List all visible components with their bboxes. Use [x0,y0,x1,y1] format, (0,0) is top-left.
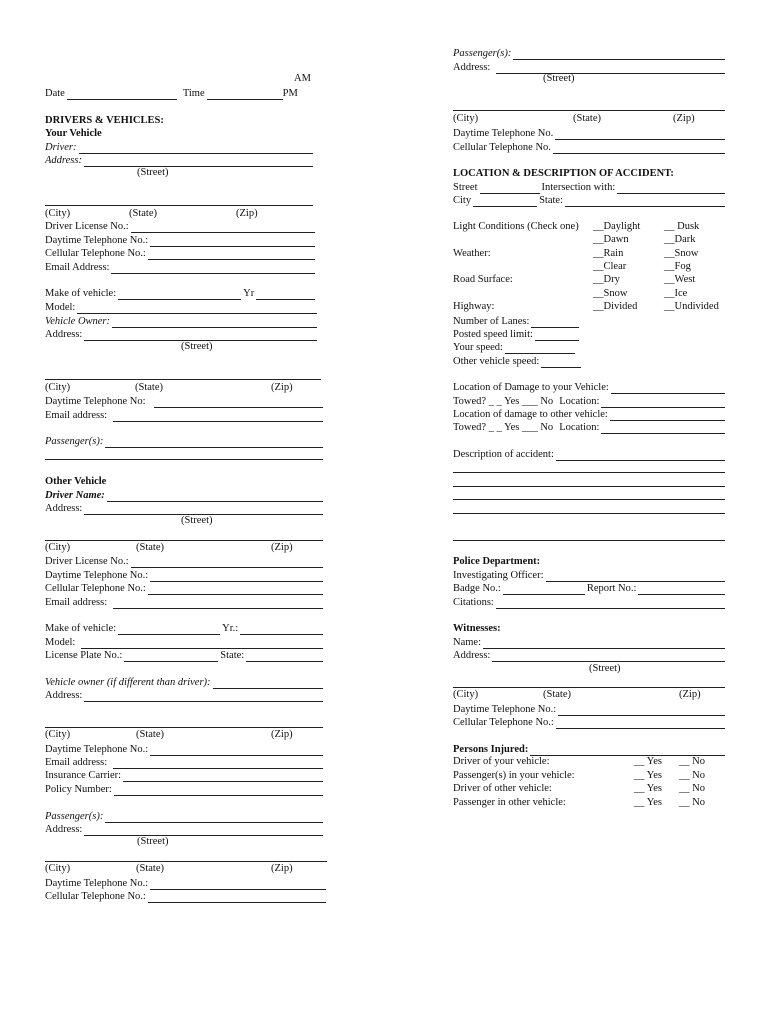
make3-label: Make of vehicle: [45,623,117,634]
injured-row-label: Driver of other vehicle: [453,783,552,794]
email2-field[interactable] [113,411,323,422]
r-passengers-field[interactable] [513,49,725,60]
address5-field[interactable] [84,825,323,836]
intersection-field[interactable] [617,183,725,194]
description-field[interactable] [556,450,725,461]
opt-divided[interactable]: __Divided [593,301,638,312]
email-field[interactable] [111,263,315,274]
cellular-tel5-label: Cellular Telephone No.: [45,891,146,902]
address2-field[interactable] [84,330,317,341]
opt-rain[interactable]: __Rain [593,248,624,259]
description-line-2[interactable] [453,472,725,473]
daytime-tel2-label: Daytime Telephone No: [45,396,146,407]
loc-state-label: State: [539,195,564,206]
location2-field[interactable] [601,423,725,434]
damage-other-label: Location of damage to other vehicle: [453,409,608,420]
witness-cellular-label: Cellular Telephone No.: [453,717,554,728]
address3-field[interactable] [84,504,323,515]
r-city-caption: (City) [453,113,479,124]
state3-caption: (State) [136,542,164,553]
address2-label: Address: [45,329,83,340]
damage-other-field[interactable] [610,410,725,421]
r-street-caption: (Street) [543,73,575,84]
cellular-tel3-field[interactable] [148,584,323,595]
witness-state-caption: (State) [543,689,571,700]
posted-speed-field[interactable] [535,330,579,341]
policy-label: Policy Number: [45,784,112,795]
injured-no-option[interactable]: __ No [679,769,705,781]
make3-field[interactable] [118,624,220,635]
address4-line-2[interactable] [45,727,323,728]
r-daytime-tel-label: Daytime Telephone No. [453,128,554,139]
opt-fog[interactable]: __Fog [664,261,691,272]
witness-name-label: Name: [453,637,481,648]
street-field[interactable] [480,183,540,194]
vehicle-owner-field[interactable] [112,317,317,328]
r-address-label: Address: [453,62,491,73]
address2-line-2[interactable] [45,379,321,380]
witness-name-field[interactable] [483,638,725,649]
vehicle-owner3-field[interactable] [213,678,323,689]
r-passengers-label: Passenger(s): [453,48,512,59]
r-address-line-2[interactable] [453,110,725,111]
city5-caption: (City) [45,863,71,874]
vehicle-owner3-label: Vehicle owner (if different than driver): [45,677,211,688]
left-column [45,0,325,1024]
opt-clear[interactable]: __Clear [593,261,627,272]
email4-label: Email address: [45,757,108,768]
insurance-field[interactable] [123,771,323,782]
description-label: Description of accident: [453,449,554,460]
witness-cellular-field[interactable] [556,718,725,729]
daytime-tel5-field[interactable] [150,879,326,890]
injured-yes-option[interactable]: __ Yes [634,783,663,794]
city-caption: (City) [45,208,71,219]
state2-caption: (State) [135,382,163,393]
license-field[interactable] [131,222,315,233]
location1-label: Location: [559,396,600,407]
citations-label: Citations: [453,597,494,608]
passengers2-label: Passenger(s): [45,811,104,822]
your-speed-label: Your speed: [453,342,503,353]
witness-address-line-2[interactable] [453,687,725,688]
witness-zip-caption: (Zip) [679,689,701,700]
email3-field[interactable] [113,598,323,609]
posted-speed-label: Posted speed limit: [453,329,533,340]
email4-field[interactable] [113,758,323,769]
license-plate-field[interactable] [124,651,218,662]
pm-label: PM [282,88,298,99]
address-line-2[interactable] [45,205,313,206]
model3-field[interactable] [81,638,323,649]
witness-address-field[interactable] [492,651,725,662]
damage-yours-label: Location of Damage to your Vehicle: [453,382,609,393]
injured-no-option[interactable]: __ No [679,796,705,808]
investigating-field[interactable] [546,571,726,582]
address3-line-2[interactable] [45,540,323,541]
injured-row-label: Driver of your vehicle: [453,756,550,767]
opt-dawn[interactable]: __Dawn [593,234,629,245]
street-label: Street [453,182,478,193]
passengers2-field[interactable] [105,812,323,823]
opt-undivided[interactable]: __Undivided [664,301,719,312]
opt-road-snow[interactable]: __Snow [593,288,628,299]
injured-yes-option[interactable]: __ Yes [634,769,663,781]
injured-no-option[interactable]: __ No [679,756,705,767]
location1-field[interactable] [601,397,725,408]
opt-snow[interactable]: __Snow [664,248,699,259]
report-field[interactable] [638,584,725,595]
insurance-label: Insurance Carrier: [45,770,122,781]
street5-caption: (Street) [137,836,169,847]
other-speed-label: Other vehicle speed: [453,356,540,367]
state5-caption: (State) [136,863,164,874]
light-conditions-label: Light Conditions (Check one) [453,221,579,232]
address4-field[interactable] [84,691,323,702]
your-vehicle-heading: Your Vehicle [45,128,102,139]
license3-label: Driver License No.: [45,556,129,567]
description-line-5[interactable] [453,513,725,514]
location2-label: Location: [559,422,600,433]
address-label: Address: [45,155,82,166]
city2-caption: (City) [45,382,71,393]
witness-daytime-field[interactable] [558,705,725,716]
cellular-tel5-field[interactable] [148,892,326,903]
injured-no-option[interactable]: __ No [679,783,705,794]
time-label: Time [182,88,205,99]
description-line-6[interactable] [453,540,725,541]
yr-label: Yr [243,288,255,299]
opt-dusk[interactable]: __ Dusk [664,221,700,232]
email2-label: Email address: [45,410,108,421]
opt-west[interactable]: __West [664,274,696,285]
license-plate-label: License Plate No.: [45,650,123,661]
email-label: Email Address: [45,262,110,273]
other-vehicle-heading: Other Vehicle [45,476,107,487]
damage-yours-field[interactable] [611,383,725,394]
cellular-tel-field[interactable] [148,249,315,260]
r-state-caption: (State) [573,113,601,124]
city4-caption: (City) [45,729,71,740]
address5-line-2[interactable] [45,861,327,862]
street3-caption: (Street) [181,515,213,526]
daytime-tel-label: Daytime Telephone No.: [45,235,149,246]
policy-field[interactable] [114,785,323,796]
state4-caption: (State) [136,729,164,740]
license3-field[interactable] [131,557,323,568]
zip-caption: (Zip) [236,208,258,219]
description-line-3[interactable] [453,486,725,487]
vehicle-owner-label: Vehicle Owner: [45,316,111,327]
injured-row-label: Passenger in other vehicle: [453,796,566,808]
badge-field[interactable] [503,584,585,595]
zip3-caption: (Zip) [271,542,293,553]
driver-field[interactable] [79,143,314,154]
passengers-line-2[interactable] [45,459,323,460]
injured-title: Persons Injured: [453,744,529,755]
email3-label: Email address: [45,597,108,608]
highway-label: Highway: [453,301,495,312]
state-caption: (State) [129,208,157,219]
witnesses-title: Witnesses: [453,623,501,634]
model3-label: Model: [45,637,76,648]
investigating-label: Investigating Officer: [453,570,544,581]
daytime-tel5-label: Daytime Telephone No.: [45,878,149,889]
cellular-tel3-label: Cellular Telephone No.: [45,583,146,594]
towed2-label: Towed? _ _ Yes ___ No [453,422,554,433]
address5-label: Address: [45,824,83,835]
license-label: Driver License No.: [45,221,129,232]
address4-label: Address: [45,690,83,701]
am-label: AM [294,73,311,84]
passengers-field[interactable] [105,437,323,448]
street2-caption: (Street) [181,341,213,352]
opt-dark[interactable]: __Dark [664,234,696,245]
make-label: Make of vehicle: [45,288,117,299]
witness-daytime-label: Daytime Telephone No.: [453,704,557,715]
witness-city-caption: (City) [453,689,479,700]
cellular-tel-label: Cellular Telephone No.: [45,248,146,259]
yr3-field[interactable] [240,624,323,635]
plate-state-label: State: [220,650,245,661]
address3-label: Address: [45,503,83,514]
road-surface-label: Road Surface: [453,274,513,285]
street-caption: (Street) [137,167,169,178]
r-cellular-tel-field[interactable] [553,143,725,154]
daytime-tel4-label: Daytime Telephone No.: [45,744,149,755]
num-lanes-label: Number of Lanes: [453,316,530,327]
date-label: Date [45,88,65,99]
r-address-field[interactable] [496,63,725,74]
right-column [453,0,725,1024]
zip5-caption: (Zip) [271,863,293,874]
driver-name-label: Driver Name: [45,490,105,501]
address-field[interactable] [84,156,313,167]
r-zip-caption: (Zip) [673,113,695,124]
zip4-caption: (Zip) [271,729,293,740]
citations-field[interactable] [496,598,725,609]
injured-yes-option[interactable]: __ Yes [634,756,663,767]
other-speed-field[interactable] [541,357,581,368]
model-field[interactable] [77,303,317,314]
opt-ice[interactable]: __Ice [664,288,688,299]
r-daytime-tel-field[interactable] [555,129,725,140]
daytime-tel3-label: Daytime Telephone No.: [45,570,149,581]
daytime-tel2-field[interactable] [154,397,323,408]
passengers-label: Passenger(s): [45,436,104,447]
intersection-label: Intersection with: [541,182,616,193]
city-field[interactable] [473,196,537,207]
injured-field[interactable] [530,745,725,756]
location-title: LOCATION & DESCRIPTION OF ACCIDENT: [453,168,674,179]
r-cellular-tel-label: Cellular Telephone No. [453,142,551,153]
witness-street-caption: (Street) [589,663,621,674]
driver-name-field[interactable] [107,491,323,502]
city-label: City [453,195,472,206]
description-line-4[interactable] [453,499,725,500]
city3-caption: (City) [45,542,71,553]
yr-field[interactable] [256,289,315,300]
loc-state-field[interactable] [565,196,725,207]
yr3-label: Yr.: [222,623,239,634]
section-title: DRIVERS & VEHICLES: [45,115,164,126]
police-title: Police Department: [453,556,541,567]
weather-label: Weather: [453,248,491,259]
zip2-caption: (Zip) [271,382,293,393]
model-label: Model: [45,302,76,313]
injured-yes-option[interactable]: __ Yes [634,796,663,808]
plate-state-field[interactable] [246,651,323,662]
badge-label: Badge No.: [453,583,501,594]
num-lanes-field[interactable] [531,317,579,328]
your-speed-field[interactable] [505,343,575,354]
report-label: Report No.: [586,583,637,594]
injured-row-label: Passenger(s) in your vehicle: [453,769,575,781]
driver-label: Driver: [45,142,77,153]
daytime-tel4-field[interactable] [150,745,323,756]
opt-dry[interactable]: __Dry [593,274,620,285]
make-field[interactable] [118,289,241,300]
opt-daylight[interactable]: __Daylight [593,221,641,232]
witness-address-label: Address: [453,650,491,661]
daytime-tel3-field[interactable] [150,571,323,582]
daytime-tel-field[interactable] [150,236,315,247]
towed1-label: Towed? _ _ Yes ___ No [453,396,554,407]
